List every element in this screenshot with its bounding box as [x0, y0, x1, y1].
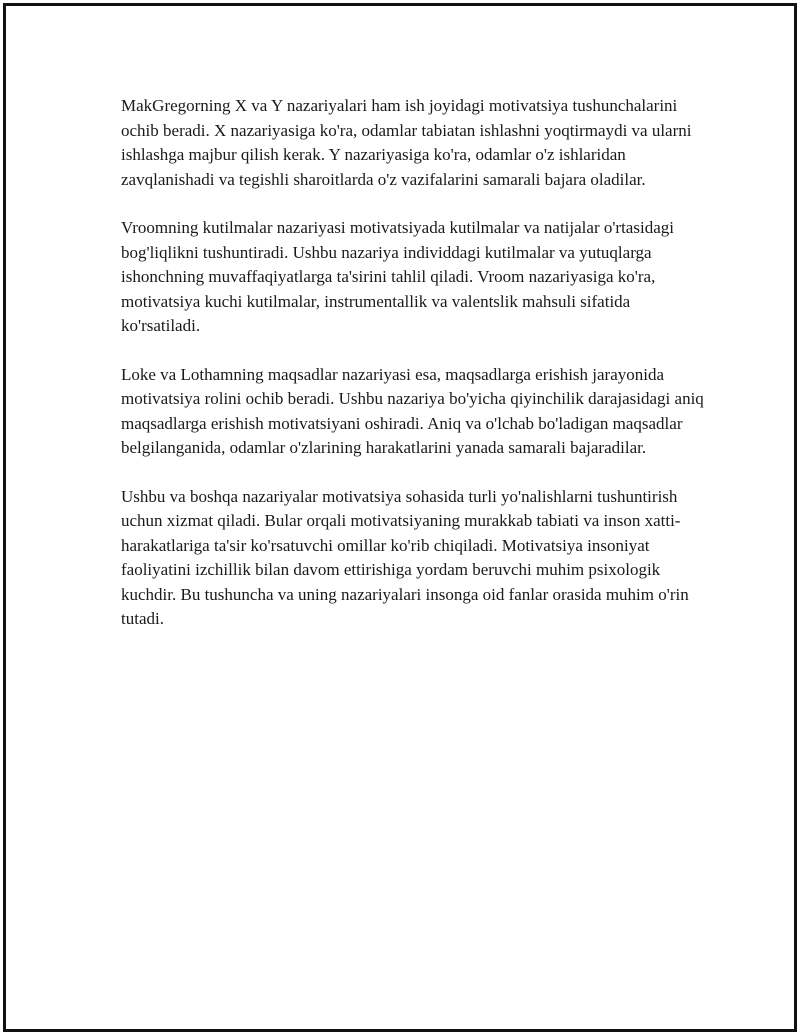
page-frame: [3, 3, 797, 1032]
document-body: [121, 94, 706, 656]
paragraph-4: Ushbu va boshqa nazariyalar motivatsiya sohasida turli yo'nalishlarni tushuntirish uchun xizmat qiladi. Bular orqali motivatsiyaning murakkab tabiati va inson xatti-harakatlariga ta'sir ko'rsatuvchi omillar ko'rib chiqiladi. Motivatsiya insoniyat faoliyatini izchillik bilan davom ettirishiga yordam beruvchi muhim psixologik kuchdir. Bu tushuncha va uning nazariyalari insonga oid fanlar orasida muhim o'rin tutadi.: [121, 486, 689, 628]
paragraph-1: MakGregorning X va Y nazariyalari ham ish joyidagi motivatsiya tushunchalarini ochib beradi. X nazariyasiga ko'ra, odamlar tabiatan ishlashni yoqtirmaydi va ularni ishlashga majbur qilish kerak. Y nazariyasiga ko'ra, odamlar o'z ishlaridan zavqlanishadi va tegishli sharoitlarda o'z vazifalarini samarali bajara oladilar.: [121, 96, 692, 189]
paragraph-3: Loke va Lothamning maqsadlar nazariyasi esa, maqsadlarga erishish jarayonida motivatsiya rolini ochib beradi. Ushbu nazariya bo'yicha qiyinchilik darajasidagi aniq maqsadlarga erishish motivatsiyani oshiradi. Aniq va o'lchab bo'ladigan maqsadlar belgilanganida, odamlar o'zlarining harakatlarini yanada samarali bajaradilar.: [121, 364, 704, 457]
paragraph-2: Vroomning kutilmalar nazariyasi motivatsiyada kutilmalar va natijalar o'rtasidagi bog'liqlikni tushuntiradi. Ushbu nazariya individdagi kutilmalar va yutuqlarga ishonchning muvaffaqiyatlarga ta'sirini tahlil qiladi. Vroom nazariyasiga ko'ra, motivatsiya kuchi kutilmalar, instrumentallik va valentslik mahsuli sifatida ko'rsatiladi.: [121, 218, 674, 335]
